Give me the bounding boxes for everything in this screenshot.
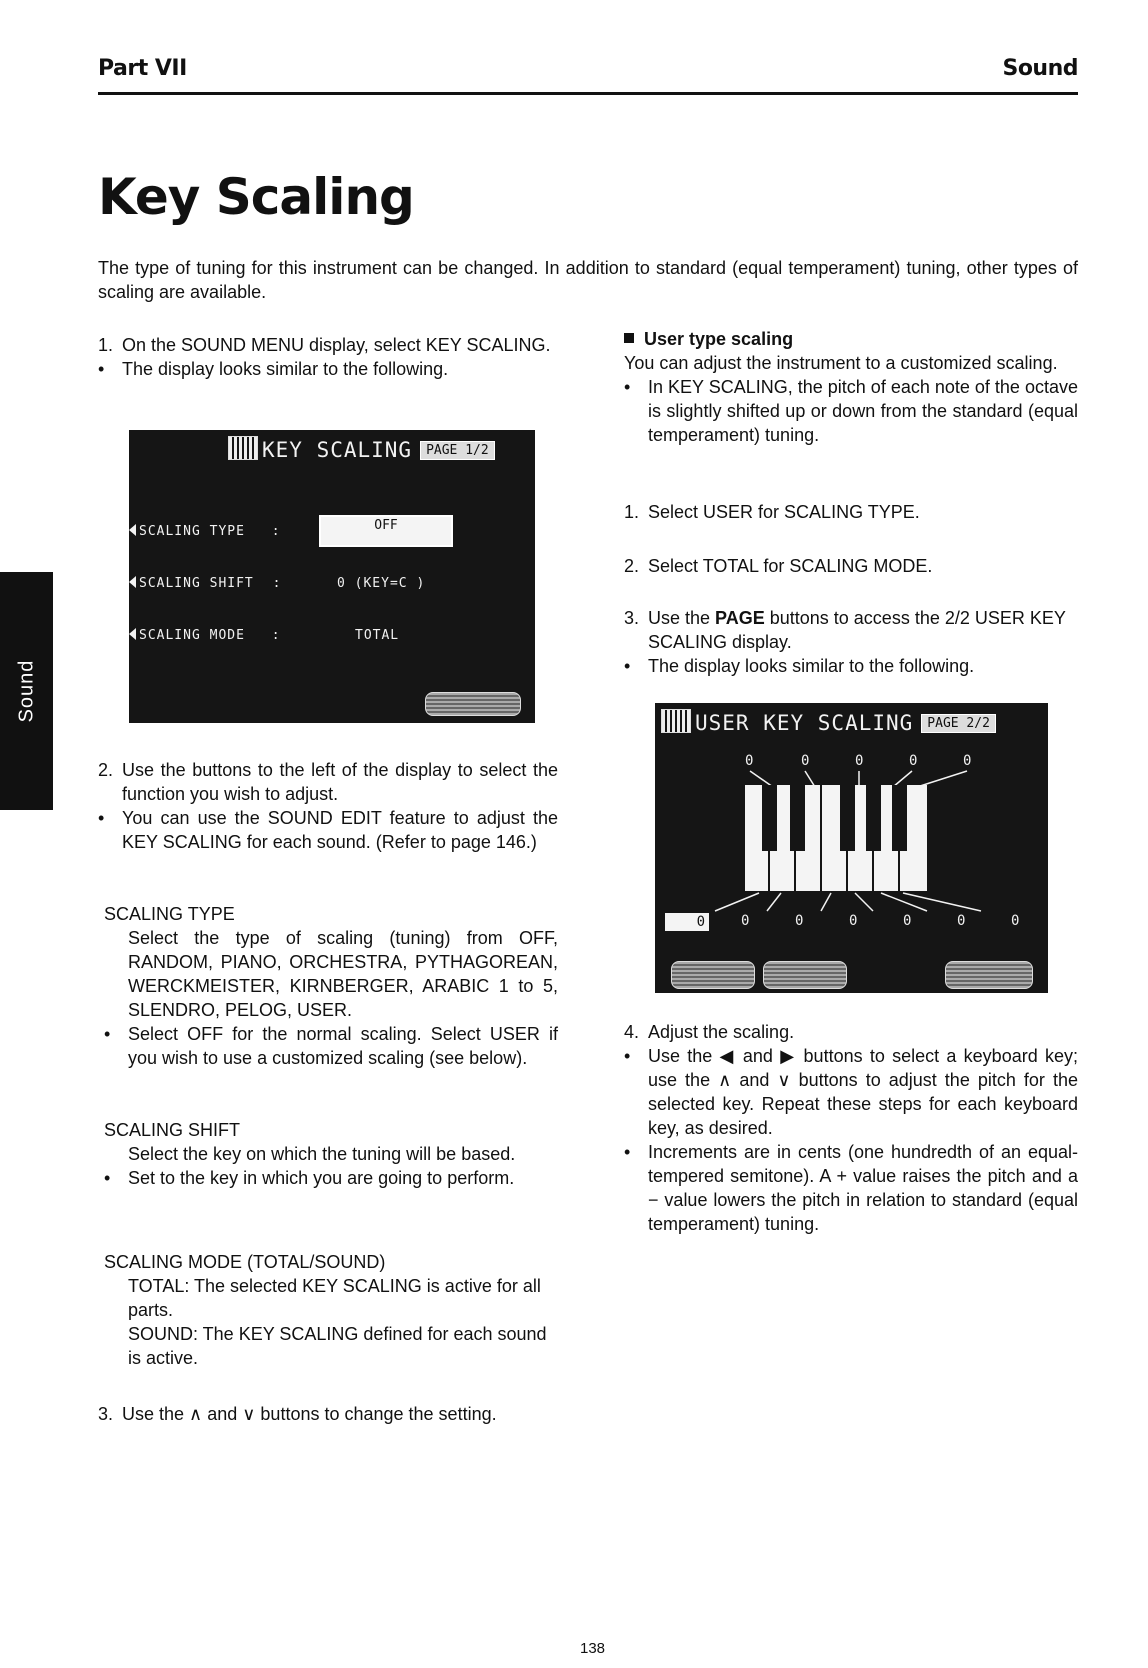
bullet-text: Set to the key in which you are going to perform. (128, 1168, 515, 1188)
bullet: • (624, 1046, 631, 1066)
up-down-button[interactable] (425, 692, 521, 716)
mode-sound: SOUND: The KEY SCALING defined for each sound is active. (128, 1324, 547, 1368)
step-text: Adjust the scaling. (648, 1022, 795, 1042)
bullet-text: In KEY SCALING, the pitch of each note of the octave is slightly shifted up or down from the standard (equal temperament) tuning. (648, 377, 1078, 445)
row-label: SCALING MODE (139, 628, 245, 643)
offset-value: 0 (795, 913, 804, 929)
step-text: Use the buttons to the left of the display to select the function you wish to adjust. (122, 760, 558, 804)
page-keyword: PAGE (715, 608, 765, 628)
user-heading: User type scaling (644, 329, 794, 349)
step-text-pre: Use the (648, 608, 716, 628)
offset-value: 0 (1011, 913, 1020, 929)
section-heading: SCALING MODE (TOTAL/SOUND) (104, 1252, 386, 1272)
offset-value: 0 (745, 753, 754, 769)
lcd-title: KEY SCALING (262, 438, 413, 462)
side-tab (0, 572, 53, 810)
offset-value: 0 (849, 913, 858, 929)
page-badge: PAGE 1/2 (420, 441, 495, 460)
right-step-3 (624, 606, 1078, 678)
bullet-text: Use the ◀ and ▶ buttons to select a keyboard key; use the ∧ and ∨ buttons to adjust the pitch for the selected key. Repeat these steps for each keyboard key, as desired. (648, 1046, 1078, 1138)
lcd-title-row (228, 436, 495, 462)
step-number: 2. (98, 760, 114, 780)
page-number: 138 (580, 1640, 606, 1657)
left-step-3 (98, 1402, 568, 1426)
right-step-1 (624, 500, 1078, 524)
bullet-text: Select OFF for the normal scaling. Select USER if you wish to use a customized scaling (see below). (128, 1024, 558, 1068)
step-number: 1. (624, 502, 640, 522)
arrow-left-icon (129, 576, 136, 588)
page-title: Key Scaling (98, 168, 414, 226)
step-text: Select TOTAL for SCALING MODE. (648, 556, 933, 576)
scaling-mode-section (104, 1250, 558, 1370)
left-arrow-button[interactable] (671, 961, 755, 989)
user-text: You can adjust the instrument to a customized scaling. (624, 353, 1058, 373)
step-text: On the SOUND MENU display, select KEY SCALING. (122, 335, 551, 355)
left-step-1 (98, 333, 558, 381)
scaling-type-section (104, 902, 558, 1070)
bullet: • (104, 1024, 111, 1044)
bullet-text: Increments are in cents (one hundredth of an equal-tempered semitone). A + value raises the pitch and a − value lowers the pitch in relation to standard (equal temperament) tuning. (648, 1142, 1078, 1234)
offset-value: 0 (909, 753, 918, 769)
scaling-shift-section (104, 1118, 558, 1190)
offset-value: 0 (963, 753, 972, 769)
arrow-left-icon (129, 628, 136, 640)
right-step-4 (624, 1020, 1078, 1236)
bullet-text: The display looks similar to the following. (648, 656, 975, 676)
bullet: • (624, 656, 631, 676)
row-label: SCALING SHIFT (139, 576, 254, 591)
scaling-mode-value: TOTAL (355, 628, 400, 643)
arrow-left-icon (129, 524, 136, 536)
right-arrow-button[interactable] (763, 961, 847, 989)
step-number: 3. (624, 608, 640, 628)
part-label: Part VII (98, 56, 187, 81)
left-step-2 (98, 758, 558, 854)
keyboard-icon (228, 436, 258, 460)
row-separator: : (271, 628, 281, 643)
lcd-user-key-scaling (655, 703, 1048, 993)
header-rule (98, 92, 1078, 95)
scaling-shift-value: 0 (KEY=C ) (337, 576, 426, 591)
square-bullet-icon (624, 333, 634, 343)
offset-value: 0 (801, 753, 810, 769)
mode-total: TOTAL: The selected KEY SCALING is active for all parts. (128, 1276, 541, 1320)
step-number: 1. (98, 335, 114, 355)
lcd-row-scaling-shift[interactable] (129, 576, 281, 591)
step-text-post: buttons to access the 2/2 USER KEY SCALING display. (648, 608, 1066, 652)
bullet: • (104, 1168, 111, 1188)
selected-key-value[interactable]: 0 (665, 913, 709, 931)
user-scaling-section (624, 327, 1078, 447)
scaling-type-value: OFF (319, 515, 453, 547)
side-tab-label: Sound (15, 659, 37, 723)
offset-value: 0 (903, 913, 912, 929)
lcd-key-scaling (129, 430, 535, 723)
offset-value: 0 (741, 913, 750, 929)
lcd-row-scaling-mode[interactable] (129, 628, 281, 643)
section-text: Select the type of scaling (tuning) from OFF, RANDOM, PIANO, ORCHESTRA, PYTHAGOREAN, WERCKMEISTER, KIRNBERGER, ARABIC 1 to 5, SLENDRO, PELOG, USER. (128, 928, 558, 1020)
row-label: SCALING TYPE (139, 524, 245, 539)
step-number: 4. (624, 1022, 640, 1042)
keyboard-graphic (745, 785, 927, 891)
bullet-text: You can use the SOUND EDIT feature to adjust the KEY SCALING for each sound. (Refer to page 146.) (122, 808, 558, 852)
bullet: • (98, 359, 105, 379)
row-separator: : (271, 524, 281, 539)
lcd-title: USER KEY SCALING (695, 711, 914, 735)
bullet: • (98, 808, 105, 828)
step-number: 3. (98, 1404, 114, 1424)
section-heading: SCALING SHIFT (104, 1120, 241, 1140)
page-badge: PAGE 2/2 (921, 714, 996, 733)
section-label: Sound (1002, 56, 1078, 81)
bullet: • (624, 1142, 631, 1162)
step-text: Select USER for SCALING TYPE. (648, 502, 920, 522)
up-down-button[interactable] (945, 961, 1033, 989)
row-separator: : (272, 576, 282, 591)
bullet-text: The display looks similar to the following. (122, 359, 449, 379)
bullet: • (624, 377, 631, 397)
offset-value: 0 (957, 913, 966, 929)
section-text: Select the key on which the tuning will be based. (128, 1144, 516, 1164)
intro-text: The type of tuning for this instrument can be changed. In addition to standard (equal temperament) tuning, other types of scaling are available. (98, 258, 1078, 302)
step-text: Use the ∧ and ∨ buttons to change the setting. (122, 1404, 497, 1424)
lcd-row-scaling-type[interactable] (129, 524, 281, 539)
right-step-2 (624, 554, 1078, 578)
offset-value: 0 (855, 753, 864, 769)
step-number: 2. (624, 556, 640, 576)
section-heading: SCALING TYPE (104, 904, 235, 924)
